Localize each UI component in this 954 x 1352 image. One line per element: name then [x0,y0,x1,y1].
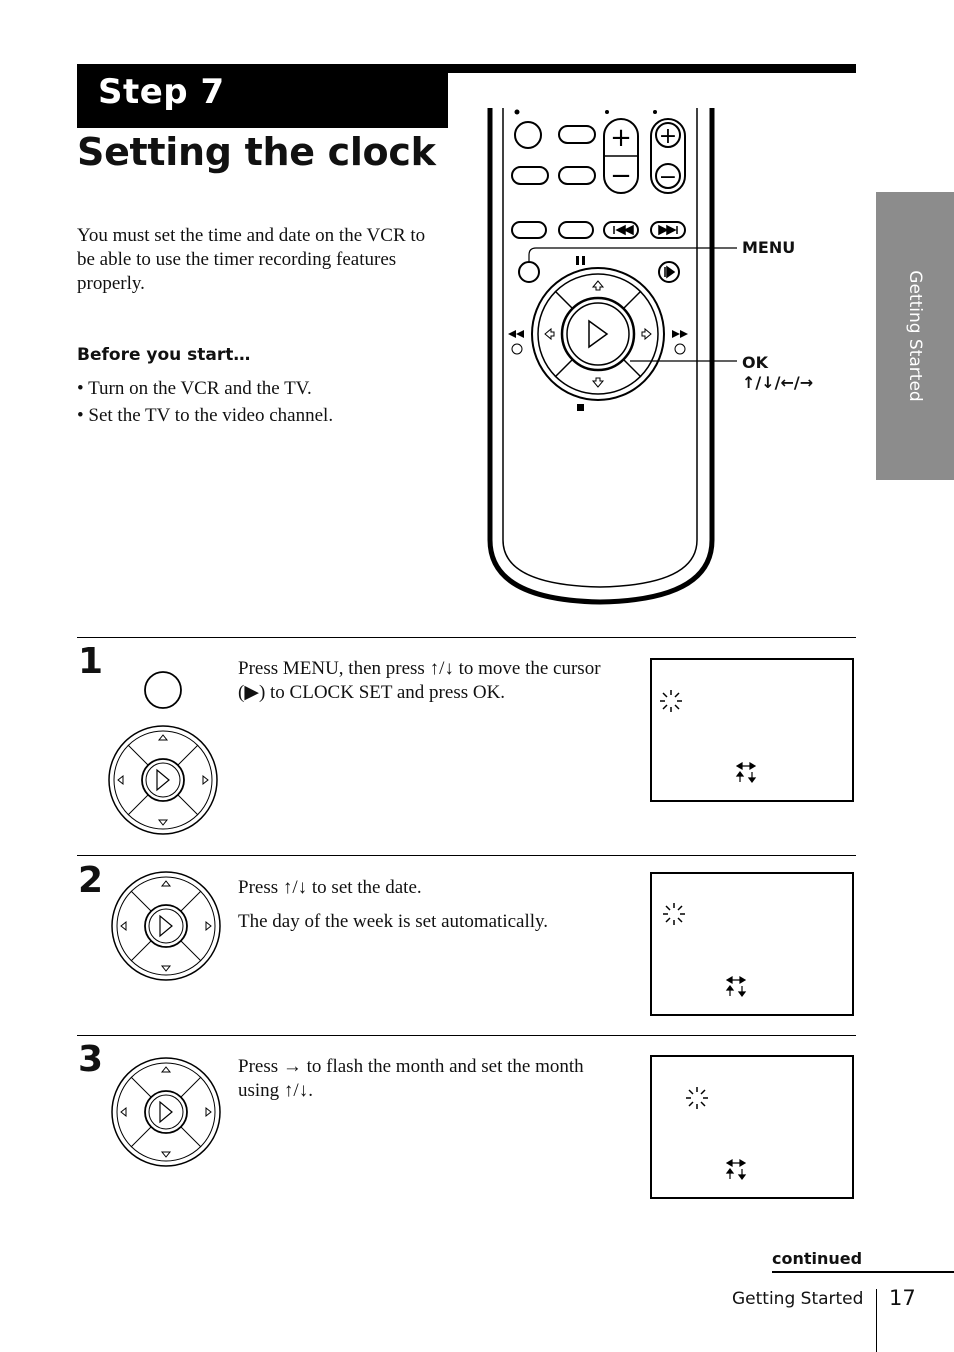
tv-screen [650,1055,854,1199]
before-start-heading: Before you start… [77,345,251,365]
arrow-keys-icon [727,977,745,996]
arrow-keys-icon [727,1160,745,1179]
menu-callout: MENU [742,238,796,257]
step-number: 3 [78,1039,104,1080]
step-instructions [238,1055,628,1113]
section-tab-label: Getting Started [905,270,925,402]
step-line: Press MENU, then press ↑/↓ to move the cursor (▶) to CLOCK SET and press OK. [238,658,601,703]
intro-text: You must set the time and date on the VCR to be able to use the timer recording features properly. [77,225,426,294]
tv-screen [650,658,854,802]
step-line: Press ↑/↓ to set the date. [238,877,422,898]
continued-label: continued [772,1249,863,1268]
step-line: The day of the week is set automatically. [238,911,549,932]
footer-section: Getting Started [732,1289,864,1309]
list-item: • Set the TV to the video channel. [77,402,333,429]
svg-text:+: + [658,124,678,149]
step-line: Press → to flash the month and set the month using ↑/↓. [238,1056,584,1101]
step-instructions [238,657,628,715]
flash-indicator-icon [652,1057,852,1197]
step-number: 2 [78,860,104,901]
menu-button-icon [100,665,230,840]
continued-rule [772,1271,954,1273]
before-start-list [77,375,333,429]
list-item: • Turn on the VCR and the TV. [77,375,333,402]
svg-text:+: + [610,123,632,153]
step-divider [77,1035,856,1036]
page-title: Setting the clock [77,130,436,174]
joystick-icon [105,1054,227,1172]
flash-indicator-icon [652,874,852,1014]
step-divider [77,855,856,856]
ok-callout [742,353,813,393]
flash-indicator-icon [652,660,852,800]
arrow-keys-icon [737,763,755,782]
step-instructions [238,876,628,944]
step-number: 1 [78,641,104,682]
step-divider [77,637,856,638]
joystick-icon [105,868,227,986]
arrow-keys-label: ↑/↓/←/→ [742,373,814,392]
ok-label: OK [742,353,768,372]
header-rule [448,64,856,73]
step-label: Step 7 [98,72,225,112]
page-number: 17 [889,1286,916,1310]
svg-text:−: − [610,161,632,191]
tv-screen [650,872,854,1016]
footer-divider [876,1289,877,1352]
svg-text:−: − [658,165,678,190]
